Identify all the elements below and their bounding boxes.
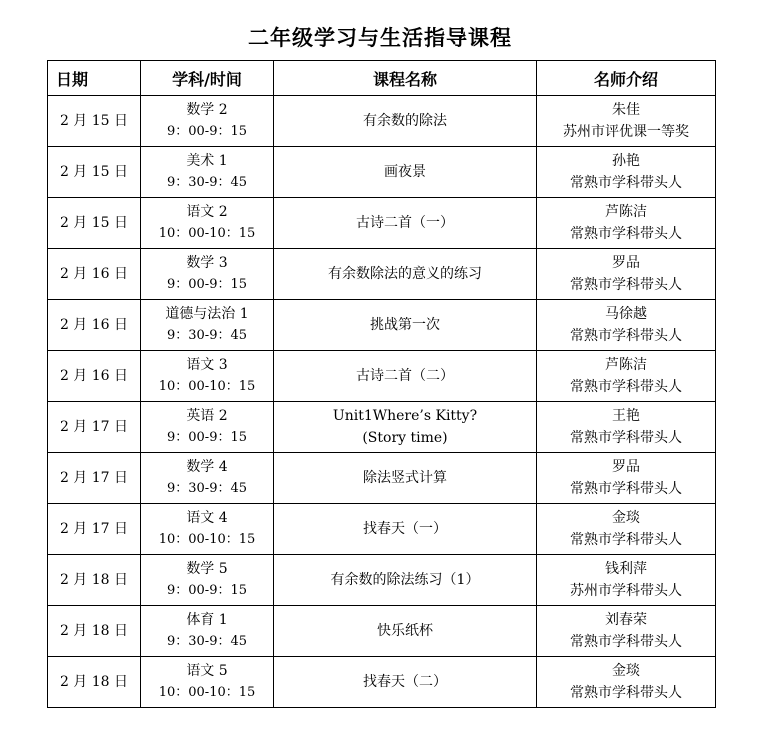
date-text: 2 月 17 日 <box>59 419 129 435</box>
subject-text: 语文 4 <box>186 510 228 526</box>
teacher-cell <box>537 453 716 504</box>
schedule-table <box>47 60 716 708</box>
subject-text: 英语 2 <box>186 408 228 424</box>
date-text: 2 月 16 日 <box>59 317 129 333</box>
date-text: 2 月 16 日 <box>59 266 129 282</box>
teacher-title: 苏州市评优课一等奖 <box>563 124 689 140</box>
header-teacher: 名师介绍 <box>537 61 716 96</box>
table-row <box>48 198 716 249</box>
teacher-title: 苏州市学科带头人 <box>570 583 682 599</box>
subject-time-cell <box>141 555 274 606</box>
course-cell <box>274 606 537 657</box>
course-cell <box>274 453 537 504</box>
date-cell <box>48 147 141 198</box>
course-text: 挑战第一次 <box>370 317 440 333</box>
teacher-cell <box>537 504 716 555</box>
date-text: 2 月 15 日 <box>59 113 129 129</box>
subject-text: 数学 4 <box>186 459 228 475</box>
table-row <box>48 657 716 708</box>
date-cell <box>48 657 141 708</box>
date-text: 2 月 15 日 <box>59 215 129 231</box>
time-text: 9：00-9：15 <box>166 277 248 292</box>
subject-time-cell <box>141 351 274 402</box>
date-text: 2 月 17 日 <box>59 470 129 486</box>
teacher-cell <box>537 351 716 402</box>
course-text-line2: (Story time) <box>362 430 448 446</box>
subject-time-cell <box>141 249 274 300</box>
teacher-name: 钱利萍 <box>605 561 647 577</box>
course-cell <box>274 96 537 147</box>
course-cell <box>274 555 537 606</box>
course-cell <box>274 300 537 351</box>
subject-time-cell <box>141 300 274 351</box>
course-text: Unit1Where’s Kitty? <box>332 408 478 424</box>
time-text: 10：00-10：15 <box>158 379 256 394</box>
teacher-name: 芦陈洁 <box>605 357 647 373</box>
teacher-title: 常熟市学科带头人 <box>570 379 682 395</box>
page-title: 二年级学习与生活指导课程 <box>248 26 512 50</box>
header-date: 日期 <box>48 61 141 96</box>
course-text: 有余数的除法 <box>363 113 447 129</box>
course-text: 古诗二首（二） <box>356 368 454 384</box>
subject-text: 语文 5 <box>186 663 228 679</box>
table-row <box>48 351 716 402</box>
teacher-name: 朱佳 <box>612 102 640 118</box>
subject-time-cell <box>141 198 274 249</box>
subject-time-cell <box>141 657 274 708</box>
teacher-cell <box>537 402 716 453</box>
teacher-name: 马徐越 <box>605 306 647 322</box>
date-cell <box>48 249 141 300</box>
date-cell <box>48 300 141 351</box>
course-text: 找春天（二） <box>363 674 447 690</box>
subject-time-cell <box>141 504 274 555</box>
teacher-name: 金琰 <box>612 663 640 679</box>
course-text: 有余数的除法练习（1） <box>330 572 480 588</box>
date-text: 2 月 18 日 <box>59 674 129 690</box>
teacher-title: 常熟市学科带头人 <box>570 532 682 548</box>
teacher-cell <box>537 147 716 198</box>
course-text: 找春天（一） <box>363 521 447 537</box>
teacher-name: 芦陈洁 <box>605 204 647 220</box>
date-text: 2 月 17 日 <box>59 521 129 537</box>
date-cell <box>48 198 141 249</box>
time-text: 9：30-9：45 <box>166 175 248 190</box>
header-row <box>48 61 716 96</box>
time-text: 10：00-10：15 <box>158 226 256 241</box>
subject-text: 道德与法治 1 <box>165 306 249 322</box>
table-row <box>48 555 716 606</box>
teacher-name: 王艳 <box>612 408 640 424</box>
table-row <box>48 300 716 351</box>
table-row <box>48 504 716 555</box>
subject-text: 体育 1 <box>186 612 228 628</box>
table-row <box>48 147 716 198</box>
table-row <box>48 402 716 453</box>
course-text: 古诗二首（一） <box>356 215 454 231</box>
subject-time-cell <box>141 402 274 453</box>
course-text: 除法竖式计算 <box>363 470 447 486</box>
time-text: 10：00-10：15 <box>158 685 256 700</box>
course-cell <box>274 198 537 249</box>
subject-time-cell <box>141 96 274 147</box>
course-cell <box>274 249 537 300</box>
teacher-title: 常熟市学科带头人 <box>570 226 682 242</box>
teacher-title: 常熟市学科带头人 <box>570 634 682 650</box>
subject-text: 数学 2 <box>186 102 228 118</box>
time-text: 9：30-9：45 <box>166 634 248 649</box>
course-text: 快乐纸杯 <box>377 623 433 639</box>
course-cell <box>274 657 537 708</box>
schedule-body <box>48 96 716 708</box>
teacher-name: 罗品 <box>612 255 640 271</box>
teacher-cell <box>537 249 716 300</box>
date-cell <box>48 453 141 504</box>
teacher-title: 常熟市学科带头人 <box>570 328 682 344</box>
date-text: 2 月 15 日 <box>59 164 129 180</box>
table-row <box>48 606 716 657</box>
date-cell <box>48 351 141 402</box>
date-cell <box>48 606 141 657</box>
subject-time-cell <box>141 606 274 657</box>
date-cell <box>48 96 141 147</box>
subject-text: 语文 2 <box>186 204 228 220</box>
subject-text: 数学 3 <box>186 255 228 271</box>
subject-text: 美术 1 <box>186 153 228 169</box>
header-course: 课程名称 <box>274 61 537 96</box>
teacher-cell <box>537 198 716 249</box>
header-subject-time: 学科/时间 <box>141 61 274 96</box>
subject-time-cell <box>141 453 274 504</box>
subject-text: 数学 5 <box>186 561 228 577</box>
time-text: 9：00-9：15 <box>166 583 248 598</box>
time-text: 9：00-9：15 <box>166 124 248 139</box>
course-cell <box>274 351 537 402</box>
date-cell <box>48 504 141 555</box>
time-text: 9：00-9：15 <box>166 430 248 445</box>
table-row <box>48 96 716 147</box>
table-row <box>48 453 716 504</box>
teacher-title: 常熟市学科带头人 <box>570 481 682 497</box>
teacher-title: 常熟市学科带头人 <box>570 430 682 446</box>
teacher-name: 罗品 <box>612 459 640 475</box>
time-text: 9：30-9：45 <box>166 328 248 343</box>
teacher-cell <box>537 657 716 708</box>
date-cell <box>48 555 141 606</box>
teacher-cell <box>537 606 716 657</box>
teacher-cell <box>537 96 716 147</box>
teacher-cell <box>537 555 716 606</box>
date-text: 2 月 16 日 <box>59 368 129 384</box>
course-text: 有余数除法的意义的练习 <box>328 266 482 282</box>
date-cell <box>48 402 141 453</box>
subject-text: 语文 3 <box>186 357 228 373</box>
teacher-name: 金琰 <box>612 510 640 526</box>
time-text: 10：00-10：15 <box>158 532 256 547</box>
table-row <box>48 249 716 300</box>
teacher-title: 常熟市学科带头人 <box>570 685 682 701</box>
teacher-title: 常熟市学科带头人 <box>570 175 682 191</box>
date-text: 2 月 18 日 <box>59 572 129 588</box>
course-text: 画夜景 <box>384 164 426 180</box>
course-cell <box>274 402 537 453</box>
teacher-title: 常熟市学科带头人 <box>570 277 682 293</box>
teacher-name: 刘春荣 <box>605 612 647 628</box>
teacher-cell <box>537 300 716 351</box>
teacher-name: 孙艳 <box>612 153 640 169</box>
time-text: 9：30-9：45 <box>166 481 248 496</box>
course-cell <box>274 147 537 198</box>
subject-time-cell <box>141 147 274 198</box>
date-text: 2 月 18 日 <box>59 623 129 639</box>
course-cell <box>274 504 537 555</box>
